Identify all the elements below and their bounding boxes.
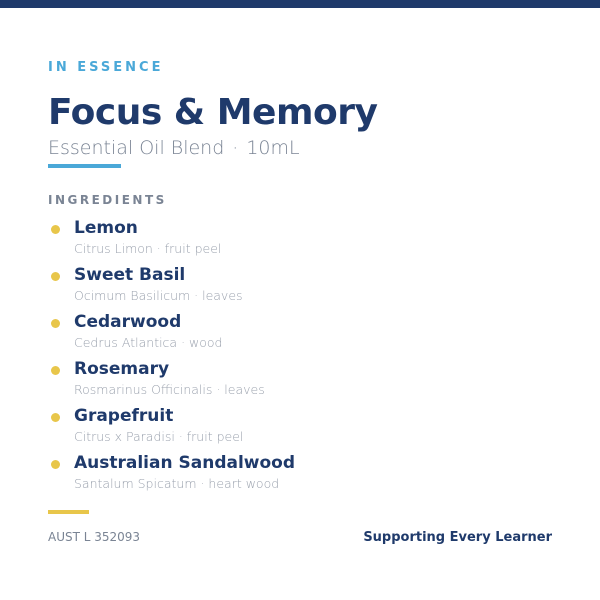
product-subtitle xyxy=(48,136,300,160)
ingredient-list xyxy=(48,217,552,499)
product-title: Focus & Memory xyxy=(48,92,378,133)
subtitle-separator: · xyxy=(232,137,239,159)
title-underline xyxy=(48,164,121,168)
top-accent-bar xyxy=(0,0,600,8)
bullet-dot-icon xyxy=(51,319,60,328)
ingredient-name: Australian Sandalwood xyxy=(74,453,296,473)
ingredient-name: Grapefruit xyxy=(74,406,174,426)
bullet-dot-icon xyxy=(51,460,60,469)
brand-name: IN ESSENCE xyxy=(48,60,164,75)
bullet-dot-icon xyxy=(51,272,60,281)
bullet-dot-icon xyxy=(51,225,60,234)
ingredient-name: Rosemary xyxy=(74,359,170,379)
ingredient-description: Ocimum Basilicum · leaves xyxy=(74,288,243,303)
license-number: AUST L 352093 xyxy=(48,530,141,544)
ingredient-description: Citrus x Paradisi · fruit peel xyxy=(74,429,244,444)
product-volume: 10mL xyxy=(246,137,300,159)
ingredient-name: Lemon xyxy=(74,218,138,238)
brand-tagline: Supporting Every Learner xyxy=(363,530,552,545)
product-type: Essential Oil Blend xyxy=(48,137,225,159)
ingredient-item xyxy=(48,311,552,358)
ingredient-description: Citrus Limon · fruit peel xyxy=(74,241,222,256)
ingredient-item xyxy=(48,358,552,405)
ingredient-description: Cedrus Atlantica · wood xyxy=(74,335,223,350)
ingredient-item xyxy=(48,452,552,499)
ingredient-name: Sweet Basil xyxy=(74,265,186,285)
bullet-dot-icon xyxy=(51,366,60,375)
ingredient-description: Rosmarinus Officinalis · leaves xyxy=(74,382,265,397)
ingredient-item xyxy=(48,405,552,452)
ingredient-description: Santalum Spicatum · heart wood xyxy=(74,476,280,491)
ingredient-item xyxy=(48,217,552,264)
footer-divider xyxy=(48,510,89,514)
ingredient-item xyxy=(48,264,552,311)
bullet-dot-icon xyxy=(51,413,60,422)
ingredients-heading: INGREDIENTS xyxy=(48,193,167,207)
ingredient-name: Cedarwood xyxy=(74,312,182,332)
